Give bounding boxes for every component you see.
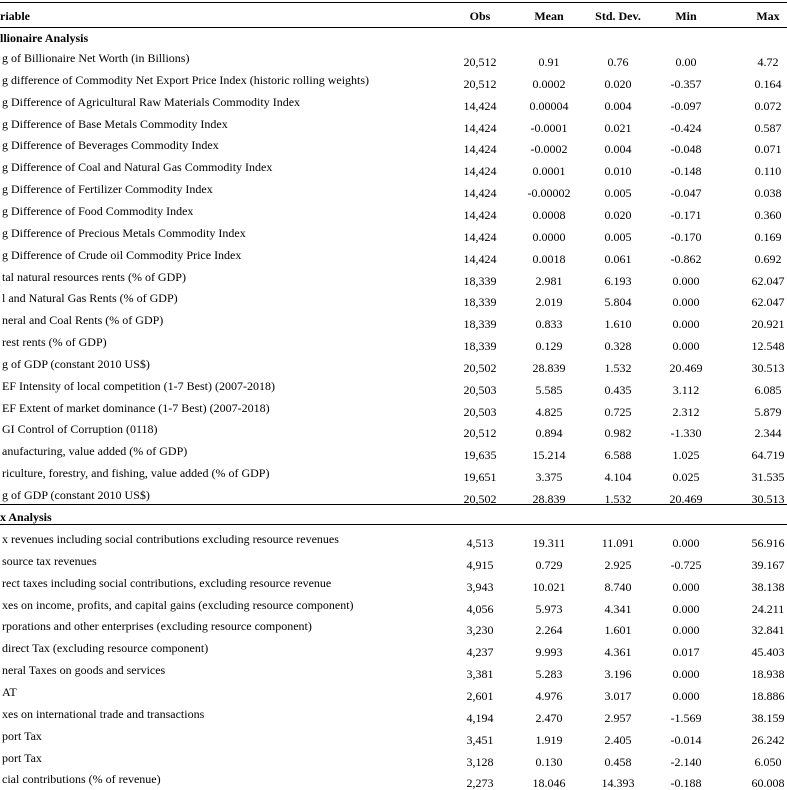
row-variable-label: g of GDP (constant 2010 US$)	[2, 356, 150, 371]
column-header-obs: Obs	[469, 9, 491, 23]
cell-mean: 15.214	[532, 448, 566, 463]
cell-min: 0.00	[675, 55, 697, 69]
cell-min: 0.000	[672, 667, 700, 682]
cell-sd: 0.021	[604, 120, 632, 135]
cell-sd: 0.010	[604, 164, 632, 179]
header-bottom-rule	[0, 27, 787, 28]
cell-min: -0.171	[670, 207, 702, 222]
cell-obs: 20,512	[463, 76, 497, 91]
cell-sd: 6.193	[604, 273, 632, 288]
cell-sd: 1.610	[604, 317, 632, 332]
cell-sd: 2.405	[604, 732, 632, 747]
cell-mean: 5.283	[535, 667, 563, 682]
cell-max: 38.159	[751, 710, 785, 725]
cell-max: 30.513	[751, 360, 785, 375]
cell-obs: 20,502	[463, 360, 497, 375]
cell-mean: 10.021	[532, 579, 566, 594]
cell-obs: 20,503	[463, 404, 497, 419]
column-header-mean: Mean	[534, 9, 564, 23]
cell-mean: 5.585	[535, 382, 563, 397]
column-header-max: Max	[756, 9, 780, 23]
cell-min: -1.569	[670, 710, 702, 725]
cell-mean: 0.894	[535, 426, 563, 441]
cell-max: 60.008	[751, 776, 785, 790]
cell-obs: 18,339	[463, 273, 497, 288]
cell-sd: 0.435	[604, 382, 632, 397]
cell-mean: 2.981	[535, 273, 563, 288]
cell-min: -0.424	[670, 120, 702, 135]
cell-obs: 14,424	[463, 164, 497, 179]
cell-obs: 4,915	[466, 557, 494, 572]
row-variable-label: cial contributions (% of revenue)	[2, 772, 161, 787]
row-variable-label: GI Control of Corruption (0118)	[2, 422, 158, 437]
row-variable-label: g Difference of Coal and Natural Gas Commodity Index	[2, 160, 273, 175]
cell-mean: 2.470	[535, 710, 563, 725]
cell-mean: 1.919	[535, 732, 563, 747]
cell-sd: 0.725	[604, 404, 632, 419]
cell-mean: 0.0001	[532, 164, 566, 179]
cell-max: 18.938	[751, 667, 785, 682]
column-header-variable: riable	[0, 9, 30, 23]
cell-min: 0.000	[672, 273, 700, 288]
cell-max: 32.841	[751, 623, 785, 638]
cell-min: -0.357	[670, 76, 702, 91]
cell-obs: 4,056	[466, 601, 494, 616]
cell-obs: 4,237	[466, 645, 494, 660]
cell-max: 62.047	[751, 295, 785, 310]
cell-sd: 4.361	[604, 645, 632, 660]
cell-sd: 0.982	[604, 426, 632, 441]
cell-obs: 14,424	[463, 229, 497, 244]
cell-sd: 3.196	[604, 667, 632, 682]
cell-obs: 20,503	[463, 382, 497, 397]
cell-obs: 14,424	[463, 207, 497, 222]
cell-min: 0.000	[672, 579, 700, 594]
cell-sd: 0.005	[604, 186, 632, 201]
cell-mean: 18.046	[532, 776, 566, 790]
cell-sd: 2.925	[604, 557, 632, 572]
cell-sd: 3.017	[604, 688, 632, 703]
cell-min: -0.148	[670, 164, 702, 179]
row-variable-label: anufacturing, value added (% of GDP)	[2, 444, 188, 459]
cell-sd: 4.341	[604, 601, 632, 616]
cell-min: 0.000	[672, 688, 700, 703]
cell-max: 45.403	[751, 645, 785, 660]
row-variable-label: neral and Coal Rents (% of GDP)	[2, 313, 164, 328]
cell-min: 0.000	[672, 536, 700, 550]
cell-mean: 0.0018	[532, 251, 566, 266]
cell-min: -0.170	[670, 229, 702, 244]
row-variable-label: g Difference of Food Commodity Index	[2, 203, 194, 218]
cell-max: 30.513	[751, 492, 785, 506]
cell-mean: 28.839	[532, 492, 566, 506]
cell-sd: 0.458	[604, 754, 632, 769]
row-variable-label: g Difference of Base Metals Commodity Index	[2, 116, 228, 131]
cell-sd: 0.020	[604, 207, 632, 222]
cell-mean: 19.311	[532, 536, 566, 550]
cell-max: 26.242	[751, 732, 785, 747]
row-variable-label: g Difference of Beverages Commodity Index	[2, 138, 219, 153]
cell-sd: 0.005	[604, 229, 632, 244]
cell-min: 20.469	[669, 492, 703, 506]
row-variable-label: port Tax	[2, 728, 42, 743]
cell-min: 2.312	[672, 404, 700, 419]
cell-obs: 18,339	[463, 339, 497, 354]
cell-max: 64.719	[751, 448, 785, 463]
cell-max: 31.535	[751, 470, 785, 485]
row-variable-label: direct Tax (excluding resource component)	[2, 641, 209, 656]
cell-max: 5.879	[754, 404, 782, 419]
row-variable-label: g Difference of Fertilizer Commodity Index	[2, 182, 213, 197]
cell-obs: 19,651	[463, 470, 497, 485]
cell-min: -0.047	[670, 186, 702, 201]
row-variable-label: EF Intensity of local competition (1-7 Best) (2007-2018)	[2, 378, 275, 393]
row-variable-label: xes on international trade and transactions	[2, 706, 205, 721]
section-divider-rule	[0, 504, 787, 505]
cell-max: 20.921	[751, 317, 785, 332]
section-divider-rule	[0, 524, 787, 525]
cell-min: 0.025	[672, 470, 700, 485]
table-top-rule	[0, 2, 787, 3]
cell-max: 0.692	[754, 251, 782, 266]
cell-sd: 5.804	[604, 295, 632, 310]
cell-obs: 3,451	[466, 732, 494, 747]
cell-mean: 4.976	[535, 688, 563, 703]
cell-mean: -0.0001	[530, 120, 568, 135]
cell-max: 0.071	[754, 142, 782, 157]
row-variable-label: g of GDP (constant 2010 US$)	[2, 488, 150, 502]
section-title: llionaire Analysis	[0, 31, 89, 45]
cell-max: 0.164	[754, 76, 782, 91]
cell-max: 0.072	[754, 98, 782, 113]
row-variable-label: source tax revenues	[2, 553, 97, 568]
cell-max: 38.138	[751, 579, 785, 594]
cell-max: 39.167	[751, 557, 785, 572]
cell-obs: 4,194	[466, 710, 494, 725]
row-variable-label: g difference of Commodity Net Export Price Index (historic rolling weights)	[2, 72, 370, 87]
cell-min: -0.188	[670, 776, 702, 790]
cell-obs: 20,512	[463, 55, 497, 69]
row-variable-label: EF Extent of market dominance (1-7 Best) (2007-2018)	[2, 400, 270, 415]
cell-max: 0.169	[754, 229, 782, 244]
cell-min: -0.048	[670, 142, 702, 157]
cell-mean: -0.0002	[530, 142, 568, 157]
cell-max: 56.916	[751, 536, 785, 550]
row-variable-label: rporations and other enterprises (excluding resource component)	[2, 619, 312, 634]
cell-obs: 14,424	[463, 186, 497, 201]
row-variable-label: tal natural resources rents (% of GDP)	[2, 269, 186, 284]
cell-sd: 0.020	[604, 76, 632, 91]
cell-mean: 0.0000	[532, 229, 566, 244]
cell-mean: 0.0008	[532, 207, 566, 222]
cell-sd: 14.393	[601, 776, 635, 790]
cell-mean: 0.129	[535, 339, 563, 354]
cell-min: -0.862	[670, 251, 702, 266]
row-variable-label: port Tax	[2, 750, 42, 765]
cell-max: 18.886	[751, 688, 785, 703]
cell-mean: -0.00002	[527, 186, 571, 201]
row-variable-label: g Difference of Crude oil Commodity Price Index	[2, 247, 242, 262]
section-title: x Analysis	[0, 510, 52, 524]
cell-max: 0.587	[754, 120, 782, 135]
cell-min: 3.112	[672, 382, 700, 397]
cell-sd: 0.061	[604, 251, 632, 266]
cell-mean: 2.264	[535, 623, 563, 638]
column-header-std-dev: Std. Dev.	[595, 9, 641, 23]
cell-mean: 28.839	[532, 360, 566, 375]
cell-obs: 19,635	[463, 448, 497, 463]
cell-mean: 0.833	[535, 317, 563, 332]
cell-min: -2.140	[670, 754, 702, 769]
row-variable-label: xes on income, profits, and capital gains (excluding resource component)	[2, 597, 354, 612]
cell-mean: 2.019	[535, 295, 563, 310]
cell-min: 1.025	[672, 448, 700, 463]
cell-obs: 3,943	[466, 579, 494, 594]
row-variable-label: riculture, forestry, and fishing, value added (% of GDP)	[2, 466, 270, 481]
cell-min: 0.000	[672, 623, 700, 638]
cell-obs: 3,128	[466, 754, 494, 769]
cell-mean: 0.00004	[529, 98, 569, 113]
cell-max: 0.110	[754, 164, 782, 179]
cell-sd: 1.532	[604, 492, 632, 506]
cell-min: 0.017	[672, 645, 700, 660]
cell-mean: 0.729	[535, 557, 563, 572]
cell-obs: 14,424	[463, 98, 497, 113]
cell-min: -0.014	[670, 732, 702, 747]
cell-mean: 0.91	[538, 55, 560, 69]
cell-mean: 5.973	[535, 601, 563, 616]
cell-mean: 0.130	[535, 754, 563, 769]
cell-obs: 2,273	[466, 776, 494, 790]
cell-min: 0.000	[672, 317, 700, 332]
cell-sd: 1.532	[604, 360, 632, 375]
cell-max: 24.211	[751, 601, 785, 616]
cell-max: 12.548	[751, 339, 785, 354]
cell-obs: 3,381	[466, 667, 494, 682]
cell-sd: 11.091	[601, 536, 635, 550]
cell-min: -1.330	[670, 426, 702, 441]
row-variable-label: x revenues including social contributions excluding resource revenues	[2, 532, 339, 546]
cell-sd: 0.76	[607, 55, 629, 69]
cell-max: 6.085	[754, 382, 782, 397]
cell-obs: 18,339	[463, 295, 497, 310]
cell-min: 0.000	[672, 295, 700, 310]
cell-obs: 18,339	[463, 317, 497, 332]
cell-max: 6.050	[754, 754, 782, 769]
cell-min: -0.725	[670, 557, 702, 572]
cell-sd: 8.740	[604, 579, 632, 594]
cell-obs: 14,424	[463, 142, 497, 157]
cell-min: 20.469	[669, 360, 703, 375]
cell-sd: 0.328	[604, 339, 632, 354]
row-variable-label: g of Billionaire Net Worth (in Billions)	[2, 51, 190, 65]
cell-max: 62.047	[751, 273, 785, 288]
cell-mean: 9.993	[535, 645, 563, 660]
cell-sd: 2.957	[604, 710, 632, 725]
cell-sd: 0.004	[604, 142, 632, 157]
row-variable-label: AT	[2, 684, 17, 699]
cell-obs: 20,502	[463, 492, 497, 506]
cell-sd: 1.601	[604, 623, 632, 638]
cell-obs: 20,512	[463, 426, 497, 441]
row-variable-label: g Difference of Precious Metals Commodity Index	[2, 225, 246, 240]
cell-obs: 4,513	[466, 536, 494, 550]
cell-obs: 14,424	[463, 120, 497, 135]
cell-sd: 4.104	[604, 470, 632, 485]
cell-min: 0.000	[672, 339, 700, 354]
cell-obs: 3,230	[466, 623, 494, 638]
cell-min: 0.000	[672, 601, 700, 616]
row-variable-label: neral Taxes on goods and services	[2, 663, 166, 678]
cell-obs: 2,601	[466, 688, 494, 703]
row-variable-label: g Difference of Agricultural Raw Materials Commodity Index	[2, 94, 301, 109]
cell-sd: 6.588	[604, 448, 632, 463]
cell-max: 2.344	[754, 426, 782, 441]
cell-mean: 0.0002	[532, 76, 566, 91]
row-variable-label: l and Natural Gas Rents (% of GDP)	[2, 291, 178, 306]
cell-mean: 3.375	[535, 470, 563, 485]
cell-mean: 4.825	[535, 404, 563, 419]
cell-sd: 0.004	[604, 98, 632, 113]
cell-min: -0.097	[670, 98, 702, 113]
column-header-min: Min	[675, 9, 697, 23]
cell-max: 0.038	[754, 186, 782, 201]
cell-max: 4.72	[757, 55, 779, 69]
row-variable-label: rect taxes including social contributions, excluding resource revenue	[2, 575, 332, 590]
cell-obs: 14,424	[463, 251, 497, 266]
cell-max: 0.360	[754, 207, 782, 222]
row-variable-label: rest rents (% of GDP)	[2, 335, 107, 350]
